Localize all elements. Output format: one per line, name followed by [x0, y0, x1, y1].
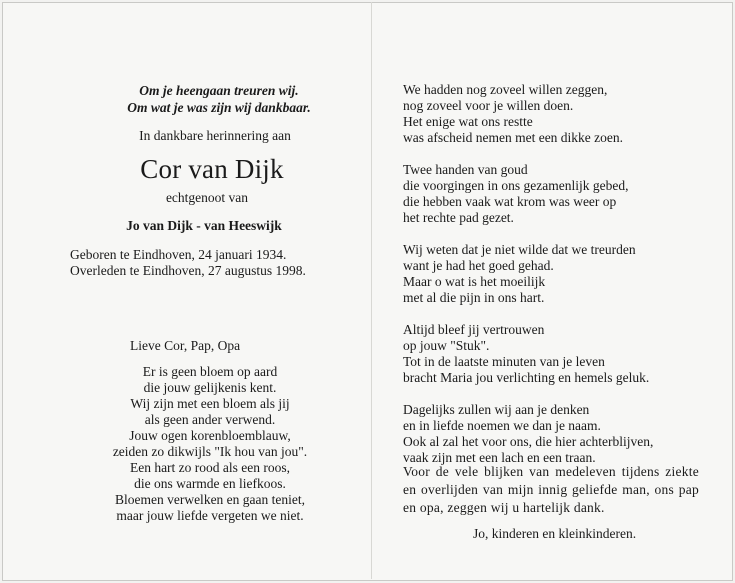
stanza-line: Tot in de laatste minuten van je leven [403, 354, 605, 369]
death-line: Overleden te Eindhoven, 27 augustus 1998. [70, 263, 306, 278]
stanza-line: nog zoveel voor je willen doen. [403, 98, 574, 113]
left-page [60, 82, 360, 279]
spouse-label: echtgenoot van [165, 190, 249, 205]
stanza-line: bracht Maria jou verlichting en hemels geluk. [403, 370, 650, 385]
motto-line: Om wat je was zijn wij dankbaar. [127, 100, 311, 115]
poem-line: die jouw gelijkenis kent. [143, 380, 277, 395]
memory-line: In dankbare herinnering aan [139, 128, 291, 143]
stanza-line: want je had het goed gehad. [403, 258, 554, 273]
poem-line: als geen ander verwend. [144, 412, 276, 427]
poem-line: Wij zijn met een bloem als jij [130, 396, 290, 411]
stanza [403, 402, 703, 466]
stanza [403, 242, 703, 306]
poem-line: Een hart zo rood als een roos, [129, 460, 291, 475]
signoff: Jo, kinderen en kleinkinderen. [473, 526, 637, 541]
stanza [403, 162, 703, 226]
stanza-line: Wij weten dat je niet wilde dat we treurden [403, 242, 636, 257]
poem-line: Er is geen bloem op aard [142, 364, 278, 379]
stanza [403, 322, 703, 386]
stanza [403, 82, 703, 146]
stanza-line: het rechte pad gezet. [403, 210, 514, 225]
stanza-line: We hadden nog zoveel willen zeggen, [403, 82, 608, 97]
stanza-line: Ook al zal het voor ons, die hier achterblijven, [403, 434, 654, 449]
stanza-line: met al die pijn in ons hart. [403, 290, 545, 305]
stanza-line: Maar o wat is het moeilijk [403, 274, 546, 289]
poem-line: Bloemen verwelken en gaan teniet, [114, 492, 306, 507]
left-poem [60, 364, 360, 524]
deceased-name: Cor van Dijk [140, 154, 284, 184]
stanza-line: Dagelijks zullen wij aan je denken [403, 402, 590, 417]
motto-line: Om je heengaan treuren wij. [139, 83, 299, 98]
thank-you-text: Voor de vele blijken van medeleven tijdens ziekte en overlijden van mijn innig geliefde man, ons pap en opa, zeggen wij u hartelijk dank. [403, 464, 699, 515]
poem-line: die ons warmde en liefkoos. [134, 476, 286, 491]
card-fold [371, 2, 372, 579]
stanza-line: die hebben vaak wat krom was weer op [403, 194, 617, 209]
stanza-line: op jouw "Stuk". [403, 338, 490, 353]
stanza-line: die voorgingen in ons gezamenlijk gebed, [403, 178, 629, 193]
stanza-line: was afscheid nemen met een dikke zoen. [403, 130, 624, 145]
stanza-line: en in liefde noemen we dan je naam. [403, 418, 601, 433]
life-dates [70, 247, 360, 279]
poem-line: maar jouw liefde vergeten we niet. [116, 508, 304, 523]
motto [78, 82, 360, 116]
stanza-line: Het enige wat ons restte [403, 114, 533, 129]
stanza-line: Twee handen van goud [403, 162, 528, 177]
greeting: Lieve Cor, Pap, Opa [130, 338, 241, 353]
birth-line: Geboren te Eindhoven, 24 januari 1934. [70, 247, 287, 262]
poem-line: Jouw ogen korenbloemblauw, [129, 428, 291, 443]
poem-line: zeiden zo dikwijls "Ik hou van jou". [112, 444, 308, 459]
stanza-line: vaak zijn met een lach en een traan. [403, 450, 596, 465]
right-page [403, 82, 703, 482]
stanza-line: Altijd bleef jij vertrouwen [403, 322, 545, 337]
spouse-name: Jo van Dijk - van Heeswijk [126, 218, 282, 233]
